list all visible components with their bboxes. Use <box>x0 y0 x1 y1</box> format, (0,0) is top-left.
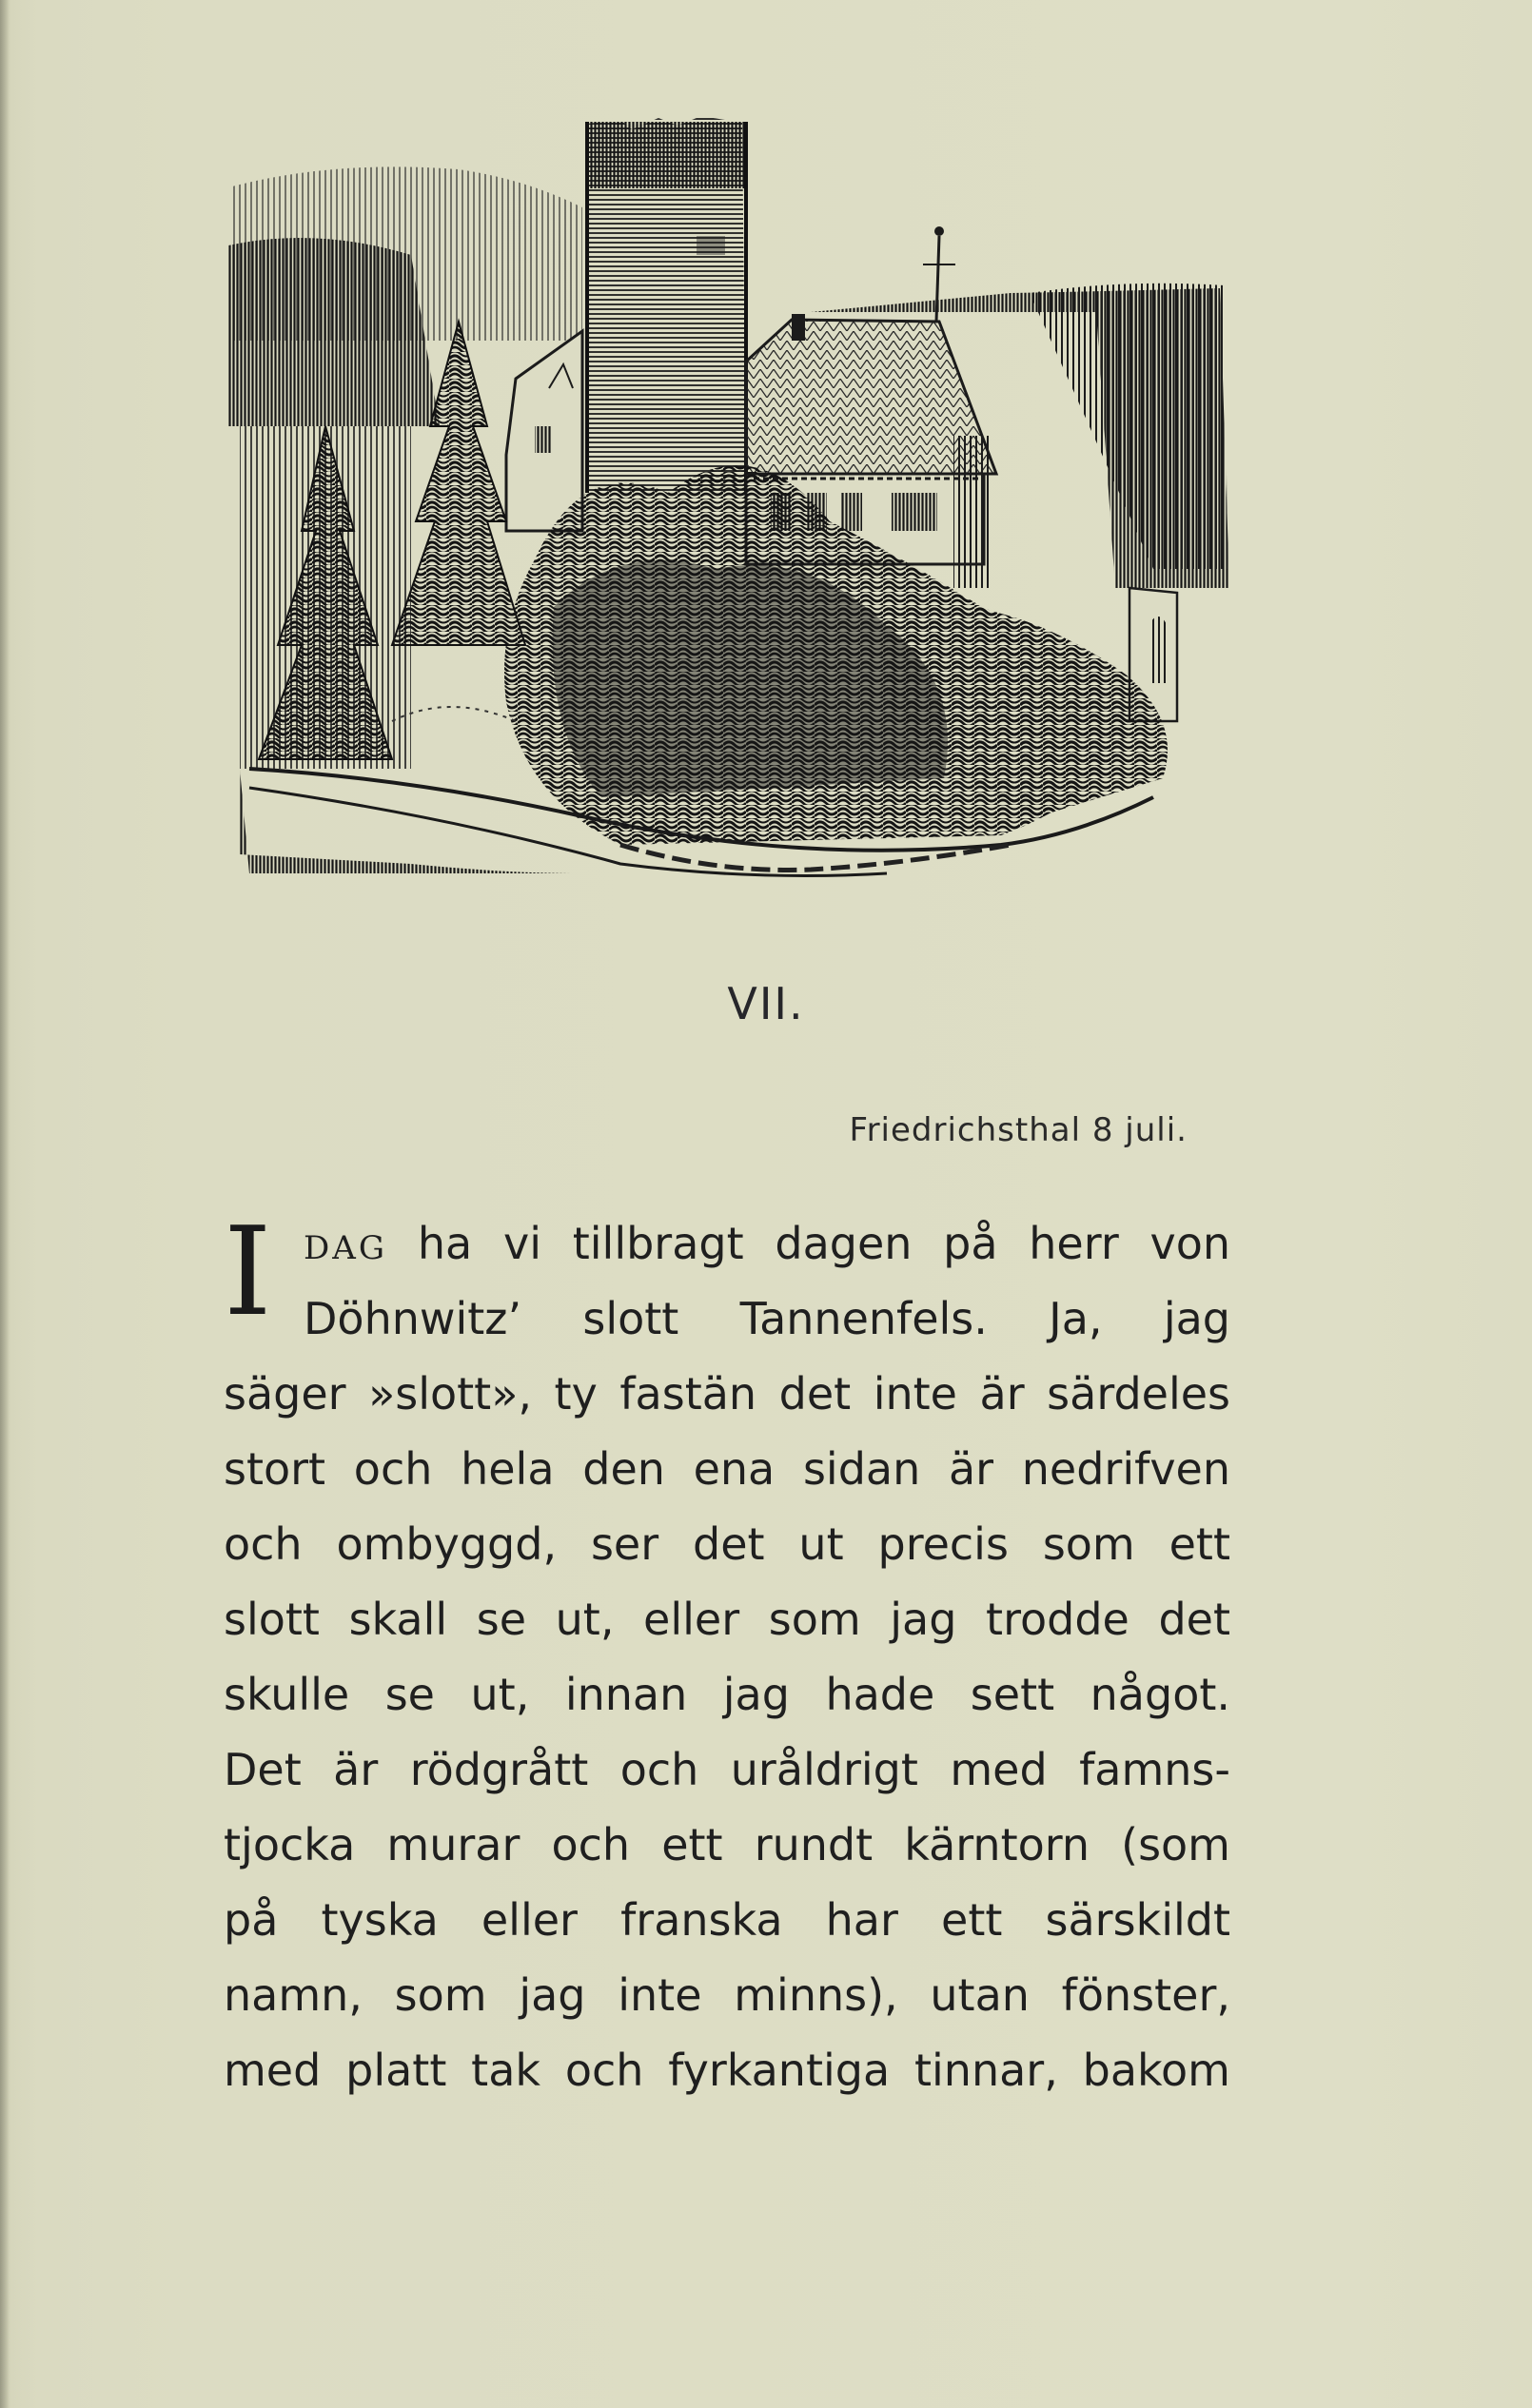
castle-engraving-illustration <box>221 112 1235 885</box>
text-line-8: Det är rödgrått och uråldrigt med famns- <box>224 1744 1230 1795</box>
body-text <box>224 1202 1231 2108</box>
text-line-10: på tyska eller franska har ett särskildt <box>224 1894 1230 1946</box>
line-text: ha vi tillbragt dagen på herr von <box>417 1218 1231 1269</box>
drop-cap: I <box>224 1202 272 1343</box>
text-line-2: Döhnwitz’ slott Tannenfels. Ja, jag <box>304 1293 1230 1344</box>
text-line-7: skulle se ut, innan jag hade sett något. <box>224 1669 1230 1720</box>
chapter-heading: VII. <box>727 978 805 1029</box>
text-line-3: säger »slott», ty fastän det inte är särdeles <box>224 1368 1230 1419</box>
opening-small-caps: DAG <box>304 1229 418 1267</box>
text-line-12: med platt tak och fyrkantiga tinnar, bakom <box>224 2045 1230 2096</box>
round-tower <box>587 116 746 493</box>
spine-shadow <box>0 0 10 2408</box>
text-line-6: slott skall se ut, eller som jag trodde det <box>224 1594 1230 1645</box>
left-house <box>506 331 582 531</box>
text-line-4: stort och hela den ena sidan är nedrifven <box>224 1443 1230 1495</box>
text-line-5: och ombyggd, ser det ut precis som ett <box>224 1518 1230 1570</box>
text-line-9: tjocka murar och ett rundt kärntorn (som <box>224 1819 1230 1870</box>
text-line-11: namn, som jag inte minns), utan fönster, <box>224 1969 1230 2021</box>
dateline: Friedrichsthal 8 juli. <box>849 1111 1188 1149</box>
